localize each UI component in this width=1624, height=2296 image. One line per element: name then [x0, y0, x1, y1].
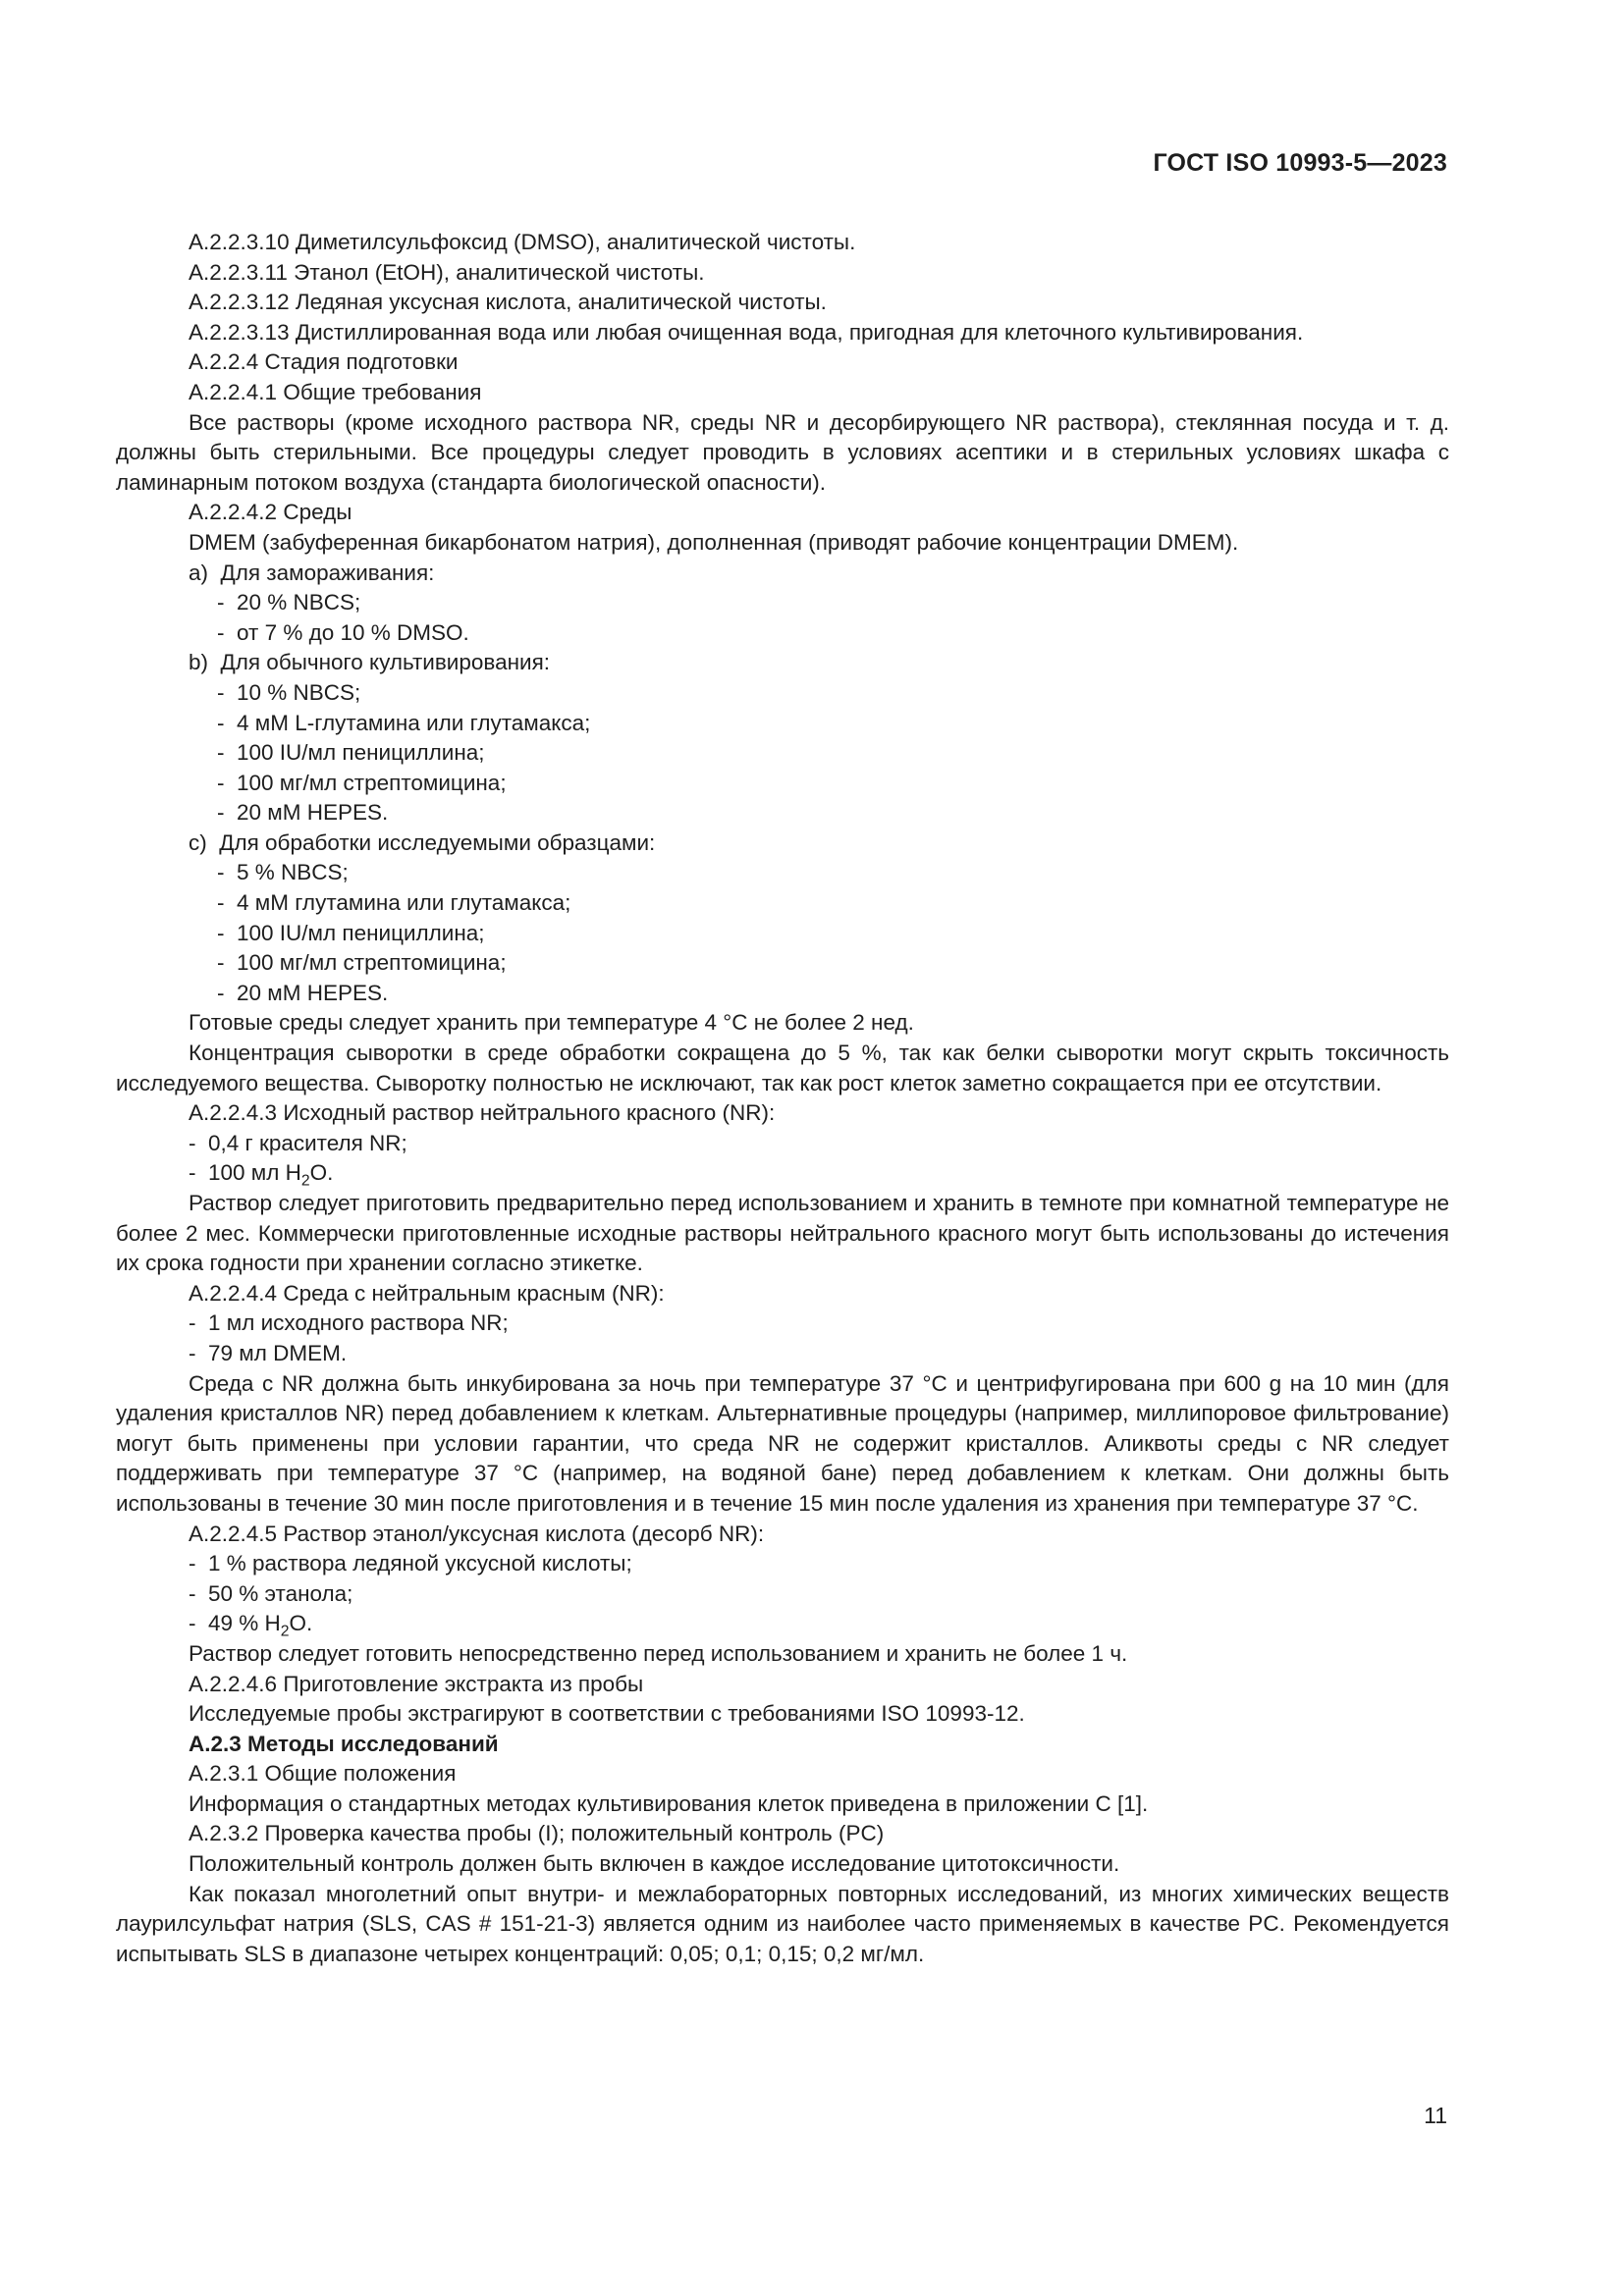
paragraph: Готовые среды следует хранить при температуре 4 °С не более 2 нед.	[189, 1010, 914, 1036]
section-heading: А.2.2.4.2 Среды	[189, 500, 352, 525]
list-item: - от 7 % до 10 % DMSO.	[217, 619, 469, 645]
list-item: - 1 % раствора ледяной уксусной кислоты;	[189, 1551, 632, 1576]
paragraph: DMEM (забуференная бикарбонатом натрия), дополненная (приводят рабочие концентрации DMEM).	[189, 529, 1239, 555]
list-title-a: a) Для замораживания:	[189, 560, 435, 585]
list-item: - 20 % NBCS;	[217, 590, 361, 615]
list-title-c: c) Для обработки исследуемыми образцами:	[189, 829, 656, 855]
section-heading: А.2.2.4 Стадия подготовки	[189, 349, 459, 375]
list-item: - 0,4 г красителя NR;	[189, 1130, 407, 1155]
list-item: - 20 мМ HEPES.	[217, 980, 389, 1005]
paragraph: Информация о стандартных методах культивирования клеток приведена в приложении С [1].	[189, 1790, 1149, 1816]
list-item: - 100 мг/мл стрептомицина;	[217, 770, 507, 795]
paragraph: А.2.2.3.13 Дистиллированная вода или любая очищенная вода, пригодная для клеточного культивирования.	[189, 319, 1304, 345]
list-title-b: b) Для обычного культивирования:	[189, 650, 551, 675]
list-item: - 10 % NBCS;	[217, 679, 361, 705]
list-item: - 4 мМ L-глутамина или глутамакса;	[217, 710, 591, 735]
list-item: - 5 % NBCS;	[217, 860, 349, 885]
section-heading: А.2.2.4.3 Исходный раствор нейтрального красного (NR):	[189, 1100, 776, 1126]
list-item: - 49 % $H_2O$.	[189, 1611, 313, 1640]
list-item: - 100 IU/мл пенициллина;	[217, 920, 485, 945]
page-number: 11	[1424, 2103, 1447, 2128]
section-heading: А.2.2.4.4 Среда с нейтральным красным (NR):	[189, 1280, 665, 1306]
section-heading: А.2.2.4.6 Приготовление экстракта из пробы	[189, 1671, 644, 1696]
list-item: - 4 мМ глутамина или глутамакса;	[217, 890, 571, 916]
paragraph: Концентрация сыворотки в среде обработки сокращена до 5 %, так как белки сыворотки могут скрыть токсичность исследуемого вещества. Сыворотку полностью не исключают, так как рост клеток заметно сокращается при ее отсутствии.	[116, 1041, 1449, 1095]
list-item: - 100 мл $H_2O$.	[189, 1160, 334, 1190]
paragraph: Раствор следует готовить непосредственно перед использованием и хранить не более 1 ч.	[189, 1640, 1128, 1666]
paragraph: Исследуемые пробы экстрагируют в соответствии с требованиями ISO 10993-12.	[189, 1701, 1025, 1727]
section-heading: А.2.2.4.1 Общие требования	[189, 379, 482, 404]
list-item: - 79 мл DMEM.	[189, 1340, 348, 1365]
paragraph: Раствор следует приготовить предварительно перед использованием и хранить в темноте при комнатной температуре не более 2 мес. Коммерчески приготовленные исходные растворы нейтрального красного могут быть использованы до истечения их срока годности при хранении согласно этикетке.	[116, 1191, 1449, 1276]
paragraph: А.2.2.3.10 Диметилсульфоксид (DMSO), аналитической чистоты.	[189, 230, 856, 254]
section-heading: А.2.2.4.5 Раствор этанол/уксусная кислота (десорб NR):	[189, 1521, 765, 1546]
document-body	[116, 228, 1449, 1969]
paragraph: Все растворы (кроме исходного раствора NR, среды NR и десорбирующего NR раствора), стеклянная посуда и т. д. должны быть стерильными. Все процедуры следует проводить в условиях асептики и в стерильных условиях шкафа с ламинарным потоком воздуха (стандарта биологической опасности).	[116, 409, 1449, 495]
paragraph: Положительный контроль должен быть включен в каждое исследование цитотоксичности.	[189, 1851, 1120, 1877]
list-item: - 100 мг/мл стрептомицина;	[217, 950, 507, 976]
paragraph: А.2.2.3.12 Ледяная уксусная кислота, аналитической чистоты.	[189, 290, 827, 315]
section-heading: А.2.3.2 Проверка качества пробы (I); положительный контроль (PC)	[189, 1821, 885, 1846]
list-item: - 1 мл исходного раствора NR;	[189, 1310, 509, 1336]
section-heading-bold: А.2.3 Методы исследований	[189, 1731, 499, 1756]
paragraph: А.2.2.3.11 Этанол (EtOH), аналитической чистоты.	[189, 259, 705, 285]
list-item: - 20 мМ HEPES.	[217, 800, 389, 826]
paragraph: Как показал многолетний опыт внутри- и межлабораторных повторных исследований, из многих химических веществ лаурилсульфат натрия (SLS, CAS # 151-21-3) является одним из наиболее часто применяемых в качестве PC. Рекомендуется испытывать SLS в диапазоне четырех концентраций: 0,05; 0,1; 0,15; 0,2 мг/мл.	[116, 1881, 1449, 1966]
list-item: - 50 % этанола;	[189, 1580, 353, 1606]
paragraph: Среда с NR должна быть инкубирована за ночь при температуре 37 °С и центрифугирована при 600 g на 10 мин (для удаления кристаллов NR) перед добавлением к клеткам. Альтернативные процедуры (например, миллипоровое фильтрование) могут быть применены при условии гарантии, что среда NR не содержит кристаллов. Аликвоты среды с NR следует поддерживать при температуре 37 °С (например, на водяной бане) перед добавлением к клеткам. Они должны быть использованы в течение 30 мин после приготовления и в течение 15 мин после удаления из хранения при температуре 37 °С.	[116, 1370, 1449, 1516]
section-heading: А.2.3.1 Общие положения	[189, 1761, 457, 1787]
list-item: - 100 IU/мл пенициллина;	[217, 740, 485, 766]
document-code-header: ГОСТ ISO 10993-5—2023	[1153, 149, 1447, 177]
